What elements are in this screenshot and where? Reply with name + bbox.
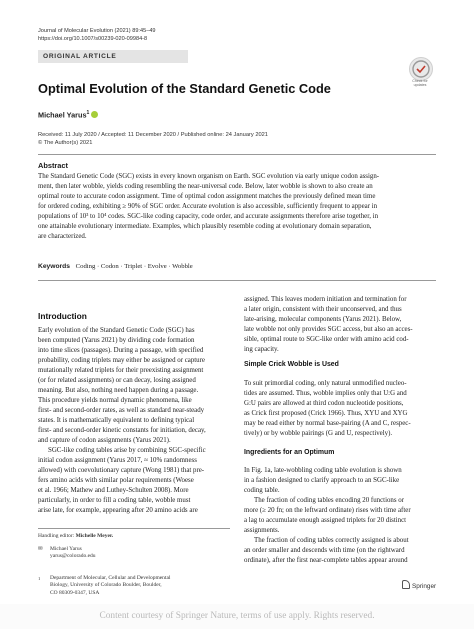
check-for-updates-caption[interactable] [402, 79, 438, 87]
intro-line: fers amino acids with similar polar requirements (Woese [38, 477, 194, 484]
intro-line: et al. 1966; Mathew and Luthey-Schulten 2008). More [38, 487, 189, 494]
abstract-line: ment, then later wobble, yields coding resembling the near-universal code. Below, later wobble is shown to also create an [38, 183, 373, 190]
dates-line: Received: 11 July 2020 / Accepted: 11 December 2020 / Published online: 24 January 2021 [38, 132, 268, 138]
right-line: The fraction of coding tables encoding 20 functions or [254, 497, 405, 504]
intro-line: mutationally related triplets for their preexisting assignment [38, 367, 204, 374]
affiliation [38, 575, 228, 597]
intro-line: arise late, for example, appearing after 20 amino acids are [38, 507, 198, 514]
intro-line: first- and second-order kinetic constants for initiation, decay, [38, 427, 206, 434]
right-line: In Fig. 1a, late-wobbling coding table evolution is shown [244, 467, 402, 474]
abstract-line: one attainable evolutionary intermediate. Examples, which plausibly resemble coding at evolutionary domain separation, [38, 223, 372, 230]
intro-line: Early evolution of the Standard Genetic Code (SGC) has [38, 327, 195, 334]
right-line: ordinate), after the first near-complete tables appear around [244, 557, 408, 564]
intro-line: initial codon assignment (Yarus 2017, ≈ 10% randomness [38, 457, 197, 464]
publisher-logo [402, 580, 436, 590]
intro-line: into time slices (passages). During a passage, with specified [38, 347, 204, 354]
handling-editor-name: Michelle Meyer. [75, 533, 114, 539]
right-line: a later origin, consistent with their unconserved, and thus [244, 306, 402, 313]
intro-line: and capture of codon assignments (Yarus 2021). [38, 437, 171, 444]
corresponding-author-name: Michael Yarus [49, 546, 82, 552]
handling-editor-label: Handling editor: [38, 533, 75, 539]
right-line: assigned. This leaves modern initiation and termination for [244, 296, 407, 303]
journal-reference: Journal of Molecular Evolution (2021) 89:45–49 [38, 28, 156, 34]
corresponding-author [38, 546, 96, 561]
intro-line: probability, coding triplets may either be assigned or capture [38, 357, 205, 364]
copyright-line: © The Author(s) 2021 [38, 140, 93, 146]
publication-dates [38, 131, 268, 147]
check-updates-line1: Check for [412, 79, 428, 83]
intro-line: first- and second-order rates, as well as standard near-steady [38, 407, 205, 414]
subheading-ingredients: Ingredients for an Optimum [244, 449, 335, 456]
intro-line: states. It is mathematically equivalent to defining typical [38, 417, 195, 424]
courtesy-notice: Content courtesy of Springer Nature, terms of use apply. Rights reserved. [99, 611, 375, 621]
affiliation-line: Department of Molecular, Cellular and Developmental [50, 575, 171, 581]
right-line: sible, optimal route to SGC-like order with amino acid cod- [244, 336, 409, 343]
abstract-line: are characterized. [38, 233, 87, 240]
article-type-label: ORIGINAL ARTICLE [43, 52, 117, 60]
abstract-line: for ordered coding, exhibiting ≥ 90% of SGC order. Accurate evolution is also accessible, sufficiently frequent to appear in [38, 203, 378, 210]
abstract-bottom-rule [38, 280, 436, 281]
right-line: ing capacity. [244, 346, 279, 353]
subheading-simple-crick-wobble: Simple Crick Wobble is Used [244, 361, 339, 368]
article-title: Optimal Evolution of the Standard Genetic Code [38, 81, 331, 96]
check-updates-line2: updates [413, 83, 427, 88]
doi-link[interactable]: https://doi.org/10.1007/s00239-020-09984-8 [38, 36, 148, 42]
intro-line: This procedure yields normal dynamic phenomena, like [38, 397, 192, 404]
keywords-list: Coding · Codon · Triplet · Evolve · Wobble [75, 263, 193, 270]
right-line: may be read either by normal base-pairing (A and C, respec- [244, 420, 411, 427]
footnote-rule [38, 528, 230, 529]
right-column-intro-continued [244, 295, 436, 355]
right-line: late wobble not only provides SGC access, but also an acces- [244, 326, 413, 333]
author-affiliation-number: 1 [86, 110, 90, 116]
right-line: late-arising, molecular components (Yarus 2021). Below, [244, 316, 402, 323]
right-line: G:U pairs are allowed at third codon nucleotide positions, [244, 400, 404, 407]
handling-editor [38, 533, 113, 539]
right-line: as Crick first proposed (Crick 1966). Thus, XYU and XYG [244, 410, 408, 417]
right-line: coding table. [244, 487, 280, 494]
orcid-icon[interactable] [91, 111, 98, 118]
springer-horse-icon [402, 580, 410, 589]
author-line [38, 110, 98, 119]
right-column-ingredients-section [244, 466, 436, 566]
keywords-line [38, 263, 193, 270]
keywords-label: Keywords [38, 263, 70, 270]
introduction-body [38, 326, 230, 516]
intro-line: SGC-like coding tables arise by combining SGC-specific [48, 447, 206, 454]
right-line: To suit primordial coding, only natural unmodified nucleo- [244, 380, 407, 387]
intro-line: meaning. But also, nothing need happen during a passage. [38, 387, 199, 394]
envelope-icon: ✉ [38, 546, 43, 552]
right-line: tides are assumed. Thus, wobble implies only that U:G and [244, 390, 407, 397]
abstract-body [38, 172, 436, 242]
right-line: tively) or by wobble pairings (G and U, respectively). [244, 430, 393, 437]
right-line: an order smaller and descends with time (on the rightward [244, 547, 405, 554]
publisher-name: Springer [412, 583, 437, 590]
affiliation-number: 1 [38, 576, 41, 581]
intro-line: allowed) with coevolutionary capture (Wong 1981) that pre- [38, 467, 205, 474]
right-line: assignments. [244, 527, 280, 534]
right-line: more (≥ 20 fn; on the leftward ordinate) rises with time after [244, 507, 411, 514]
abstract-line: populations of 10³ to 10⁴ codes. SGC-like coding capacity, code order, and accurate assignments therefore arise together, in [38, 213, 379, 220]
author-name[interactable]: Michael Yarus [38, 110, 87, 120]
right-line: in a fashion designed to clarify approach to an SGC-like [244, 477, 400, 484]
abstract-top-rule [38, 154, 436, 155]
introduction-heading: Introduction [38, 311, 87, 321]
right-column-wobble-section [244, 379, 436, 439]
abstract-line: optimal route to accurate codon assignment. Time of optimal codon assignment matches the previously defined mean time [38, 193, 376, 200]
intro-line: been computed (Yarus 2021) by dividing code formation [38, 337, 195, 344]
corresponding-author-email[interactable]: yarus@colorado.edu [50, 553, 96, 560]
intro-line: (or for related assignments) or can decay, losing assigned [38, 377, 196, 384]
abstract-line: The Standard Genetic Code (SGC) exists in every known organism on Earth. SGC evolution via early unique codon assign- [38, 173, 380, 180]
affiliation-line: Biology, University of Colorado Boulder, Boulder, [50, 582, 162, 589]
affiliation-line: CO 80309-0347, USA [50, 589, 100, 596]
right-line: The fraction of coding tables correctly assigned is about [254, 537, 409, 544]
intro-line: particularly, in order to fill a coding table, wobble must [38, 497, 191, 504]
check-for-updates-icon[interactable] [409, 57, 433, 81]
right-line: a lag to accumulate enough assigned triplets for 20 distinct [244, 517, 407, 524]
abstract-heading: Abstract [38, 161, 68, 170]
